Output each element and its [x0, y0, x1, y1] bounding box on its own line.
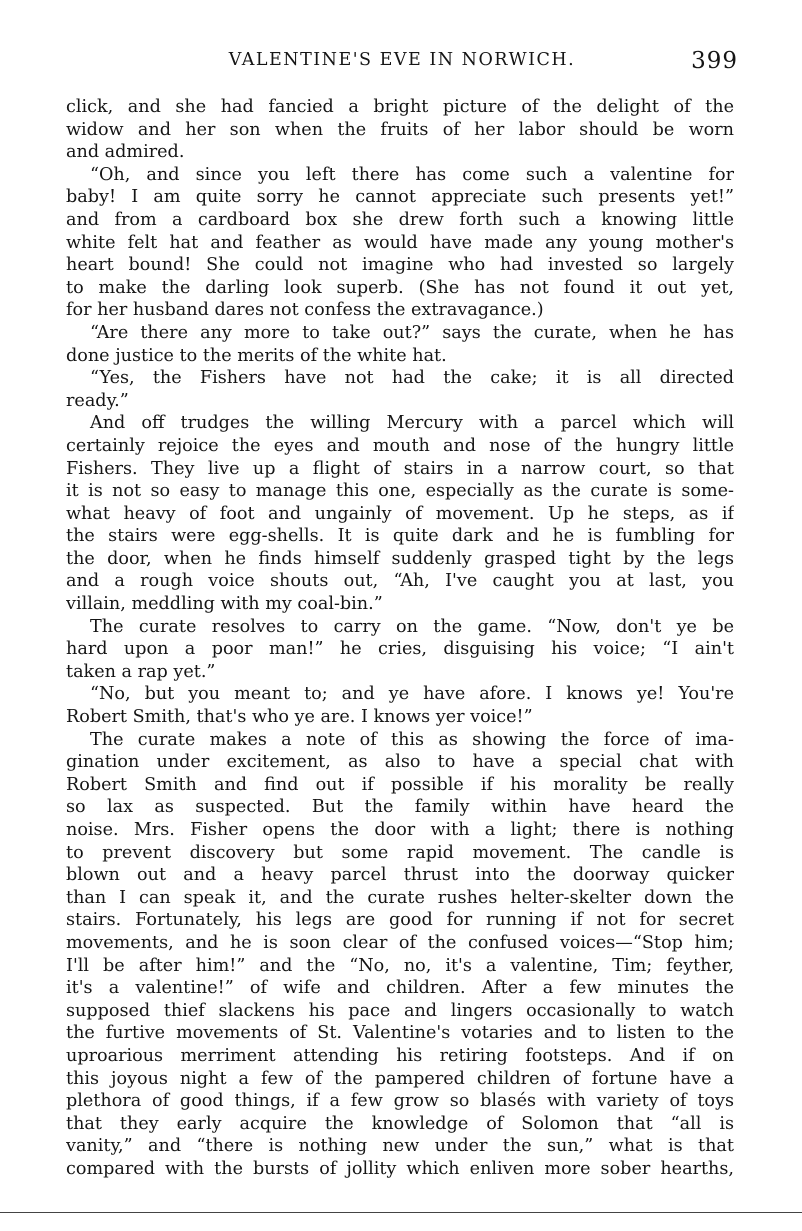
text-line: uproarious merriment attending his retiring footsteps. And if on [66, 1045, 734, 1066]
text-line: movements, and he is soon clear of the confused voices—“Stop him; [66, 932, 734, 953]
text-line: and a rough voice shouts out, “Ah, I've caught you at last, you [66, 571, 734, 592]
text-line: Fishers. They live up a flight of stairs in a narrow court, so that [66, 458, 734, 479]
text-line: baby! I am quite sorry he cannot appreciate such presents yet!” [66, 187, 734, 208]
text-line: click, and she had fancied a bright picture of the delight of the [66, 97, 734, 117]
text-line: blown out and a heavy parcel thrust into the doorway quicker [66, 865, 734, 886]
text-line: the furtive movements of St. Valentine's votaries and to listen to the [66, 1023, 734, 1044]
text-line: gination under excitement, as also to have a special chat with [66, 752, 734, 773]
text-line: taken a rap yet.” [66, 661, 216, 682]
text-line: supposed thief slackens his pace and lingers occasionally to watch [66, 1000, 734, 1021]
body-text [66, 96, 734, 1181]
text-line: certainly rejoice the eyes and mouth and nose of the hungry little [66, 435, 734, 456]
text-line: heart bound! She could not imagine who had invested so largely [66, 255, 734, 276]
running-title: VALENTINE'S EVE IN NORWICH. [228, 50, 576, 70]
running-head [66, 48, 738, 78]
text-line: “Yes, the Fishers have not had the cake; it is all directed [90, 368, 734, 389]
text-line: what heavy of foot and ungainly of movement. Up he steps, as if [66, 503, 734, 524]
text-line: Robert Smith and find out if possible if his morality be really [66, 774, 734, 795]
text-line: it is not so easy to manage this one, especially as the curate is some- [66, 481, 734, 502]
text-line: And off trudges the willing Mercury with a parcel which will [90, 413, 734, 434]
text-line: the door, when he finds himself suddenly grasped tight by the legs [66, 548, 734, 569]
text-line: hard upon a poor man!” he cries, disguising his voice; “I ain't [66, 639, 734, 660]
text-line: villain, meddling with my coal-bin.” [66, 594, 383, 615]
text-line: than I can speak it, and the curate rushes helter-skelter down the [66, 887, 734, 908]
text-line: widow and her son when the fruits of her labor should be worn [66, 119, 734, 140]
text-line: white felt hat and feather as would have made any young mother's [66, 232, 734, 253]
text-line: vanity,” and “there is nothing new under the sun,” what is that [66, 1136, 734, 1157]
bottom-rule [0, 1212, 802, 1213]
text-line: for her husband dares not confess the extravagance.) [66, 300, 544, 321]
text-line: noise. Mrs. Fisher opens the door with a light; there is nothing [66, 820, 734, 840]
text-line: this joyous night a few of the pampered children of fortune have a [66, 1068, 734, 1089]
text-line: ready.” [66, 390, 129, 411]
text-line: “No, but you meant to; and ye have afore. I knows ye! You're [90, 684, 734, 705]
text-line: so lax as suspected. But the family within have heard the [66, 797, 734, 818]
text-line: done justice to the merits of the white hat. [66, 345, 447, 366]
text-line: stairs. Fortunately, his legs are good for running if not for secret [66, 910, 734, 931]
text-line: it's a valentine!” of wife and children. After a few minutes the [66, 978, 734, 999]
text-line: compared with the bursts of jollity which enliven more sober hearths, [66, 1158, 734, 1179]
text-line: to prevent discovery but some rapid movement. The candle is [66, 842, 734, 863]
text-line: the stairs were egg-shells. It is quite dark and he is fumbling for [66, 526, 734, 547]
text-line: “Oh, and since you left there has come such a valentine for [90, 164, 734, 185]
text-line: plethora of good things, if a few grow so blasés with variety of toys [66, 1091, 734, 1112]
text-line: The curate resolves to carry on the game. “Now, don't ye be [90, 616, 734, 637]
text-line: and from a cardboard box she drew forth such a knowing little [66, 209, 734, 230]
text-line: that they early acquire the knowledge of Solomon that “all is [66, 1113, 734, 1134]
text-line: and admired. [66, 142, 185, 163]
text-line: “Are there any more to take out?” says the curate, when he has [90, 322, 734, 343]
page-number: 399 [691, 48, 738, 74]
text-line: The curate makes a note of this as showing the force of ima- [90, 729, 734, 750]
text-line: to make the darling look superb. (She has not found it out yet, [66, 277, 734, 298]
text-line: I'll be after him!” and the “No, no, it's a valentine, Tim; feyther, [66, 955, 734, 976]
text-line: Robert Smith, that's who ye are. I knows yer voice!” [66, 707, 533, 728]
